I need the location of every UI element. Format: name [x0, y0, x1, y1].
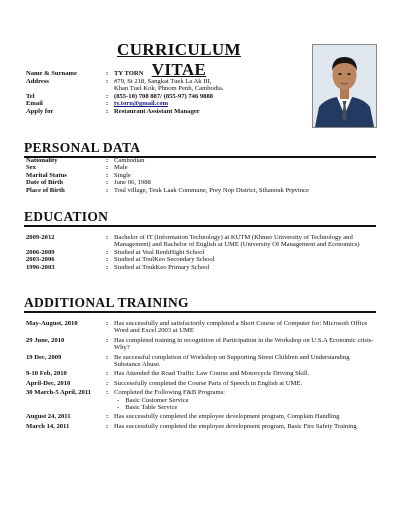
- training-row: [26, 413, 376, 420]
- training-detail: Has successfully and satisfactorily completed a Short Course of Computer for: Microsoft Office Word and Excel 2003 at UME: [114, 320, 368, 335]
- personal-label: Nationality: [26, 157, 58, 164]
- education-sep: :: [106, 234, 109, 241]
- portrait-image: [313, 45, 376, 127]
- personal-sep: :: [106, 186, 109, 194]
- education-years: 2003-2006: [26, 256, 55, 264]
- education-detail: Studied at ToukKeo Primary School: [114, 263, 210, 271]
- training-detail: Be successful completion of Workshop on Supporting Street Children and Understanding Substance Abuse.: [114, 353, 350, 369]
- education-years: 2009-2012: [26, 234, 55, 241]
- contact-row: [26, 78, 319, 86]
- contact-address-line2: Khan Tuel Kok, Phnom Penh, Cambodia.: [114, 85, 224, 93]
- email-link[interactable]: ty.torn@gmail.com: [114, 100, 169, 108]
- training-date: 9-10 Feb, 2010: [26, 370, 67, 378]
- bullet-item: - Basic Table Service: [126, 404, 376, 411]
- contact-sep: [106, 85, 114, 93]
- personal-row: [26, 187, 376, 194]
- contact-name: TY TORN: [114, 70, 144, 77]
- training-list: [26, 320, 376, 432]
- education-detail: Bachelor of IT (Information Technology) at KUTM (Khmer University of Technology and Management) and Bachelor of English at UME (University Of Management and Economics): [114, 234, 360, 249]
- contact-row: [26, 108, 319, 116]
- education-detail: Studied at Veal RenhHight School: [114, 248, 205, 256]
- education-sep: :: [106, 256, 109, 264]
- personal-value: Male: [114, 164, 128, 172]
- personal-label: Date of Birth: [26, 179, 63, 187]
- personal-value: Cambodian: [114, 157, 145, 164]
- training-date: April-Dec, 2010: [26, 379, 71, 387]
- contact-apply-for: Restaurant Assistant Manager: [114, 107, 200, 115]
- contact-label: [26, 85, 106, 93]
- training-sep: :: [106, 353, 109, 361]
- training-sep: :: [106, 370, 109, 378]
- personal-sep: :: [106, 157, 109, 164]
- bullet-item: - Basic Customer Service: [126, 397, 376, 404]
- personal-row: [26, 172, 376, 179]
- personal-data-list: [26, 157, 376, 194]
- personal-label: Marital Status: [26, 171, 67, 179]
- section-divider: [24, 225, 376, 227]
- training-date: March 14, 2011: [26, 422, 70, 430]
- training-row: [26, 337, 376, 352]
- training-detail: Has Attended the Road Traffic Law Course and Motorcycle Driving Skill.: [114, 370, 310, 378]
- personal-label: Sex: [26, 164, 36, 172]
- education-row: [26, 234, 374, 249]
- personal-row: [26, 164, 376, 171]
- contact-sep: :: [106, 92, 109, 100]
- contact-label: Email: [26, 100, 43, 108]
- training-row: [26, 320, 376, 335]
- contact-sep: :: [106, 77, 109, 85]
- contact-label: Name & Surname: [26, 70, 77, 77]
- training-sep: :: [106, 336, 109, 344]
- training-sep: :: [106, 413, 109, 421]
- section-divider: [24, 311, 376, 313]
- training-sep: :: [106, 422, 109, 430]
- section-heading-personal: PERSONAL DATA: [24, 140, 141, 155]
- training-detail: Has successfully completed the employee development program, Complain Handling: [114, 413, 340, 421]
- contact-label: Address: [26, 77, 49, 85]
- contact-label: Tel: [26, 92, 35, 100]
- education-row: [26, 264, 374, 271]
- training-row: [26, 389, 376, 411]
- contact-row: [26, 70, 319, 78]
- training-date: August 24, 2011: [26, 413, 71, 421]
- personal-sep: :: [106, 164, 109, 172]
- contact-sep: :: [106, 107, 109, 115]
- training-row: [26, 354, 376, 369]
- education-sep: :: [106, 263, 109, 271]
- personal-row: [26, 179, 376, 186]
- profile-photo: [312, 44, 377, 128]
- training-date: May-August, 2010: [26, 320, 78, 327]
- education-sep: :: [106, 248, 109, 256]
- training-date: 19 Dec, 2009: [26, 353, 62, 361]
- training-row: [26, 380, 376, 387]
- training-sep: :: [106, 320, 109, 327]
- contact-row: [26, 85, 319, 93]
- contact-sep: :: [106, 70, 109, 77]
- training-row: [26, 423, 376, 430]
- contact-block: [26, 70, 319, 116]
- contact-address-line1: #79, St 218, Sangkat Tuek La Ak III,: [114, 77, 212, 85]
- personal-row: [26, 157, 376, 164]
- personal-value: Toul village, Teuk Laak Commune, Prey Nop District, Sihanouk Prpvince: [114, 186, 309, 194]
- education-list: [26, 234, 374, 271]
- contact-row: [26, 93, 319, 101]
- education-years: 1996-2003: [26, 263, 55, 271]
- section-heading-education: EDUCATION: [24, 209, 109, 224]
- personal-sep: :: [106, 179, 109, 187]
- training-row: [26, 370, 376, 377]
- personal-sep: :: [106, 171, 109, 179]
- training-date: 29 June, 2010: [26, 336, 65, 344]
- training-detail-text: Completed the Following F&B Programs:: [114, 389, 225, 397]
- training-detail: Successfully completed the Course Parts of Speech in English at UME.: [114, 379, 303, 387]
- training-detail: Has successfully completed the employee development program, Basic Fire Safety Training: [114, 422, 357, 430]
- section-heading-training: ADDITIONAL TRAINING: [24, 295, 189, 310]
- training-date: 30 March-5 April, 2011: [26, 389, 92, 397]
- training-sep: :: [106, 389, 109, 397]
- personal-value: June 06, 1988: [114, 179, 151, 187]
- training-bullets: [114, 397, 376, 412]
- training-detail: Has completed training in recognition of Participation in the Workshop on U.S.A Economic crisis-Why?: [114, 336, 374, 352]
- personal-value: Single: [114, 171, 131, 179]
- contact-row: [26, 100, 319, 108]
- education-row: [26, 256, 374, 263]
- education-detail: Studied at ToulKeo Secondary School: [114, 256, 215, 264]
- education-row: [26, 249, 374, 256]
- page-title: CURRICULUM VITAE: [117, 40, 241, 79]
- contact-phone: (855-10) 708 887/ (855-97) 746 9888: [114, 92, 214, 100]
- personal-label: Place of Birth: [26, 186, 65, 194]
- training-detail: [114, 389, 376, 411]
- education-years: 2006-2009: [26, 248, 55, 256]
- contact-sep: :: [106, 100, 109, 108]
- training-sep: :: [106, 379, 109, 387]
- contact-label: Apply for: [26, 107, 54, 115]
